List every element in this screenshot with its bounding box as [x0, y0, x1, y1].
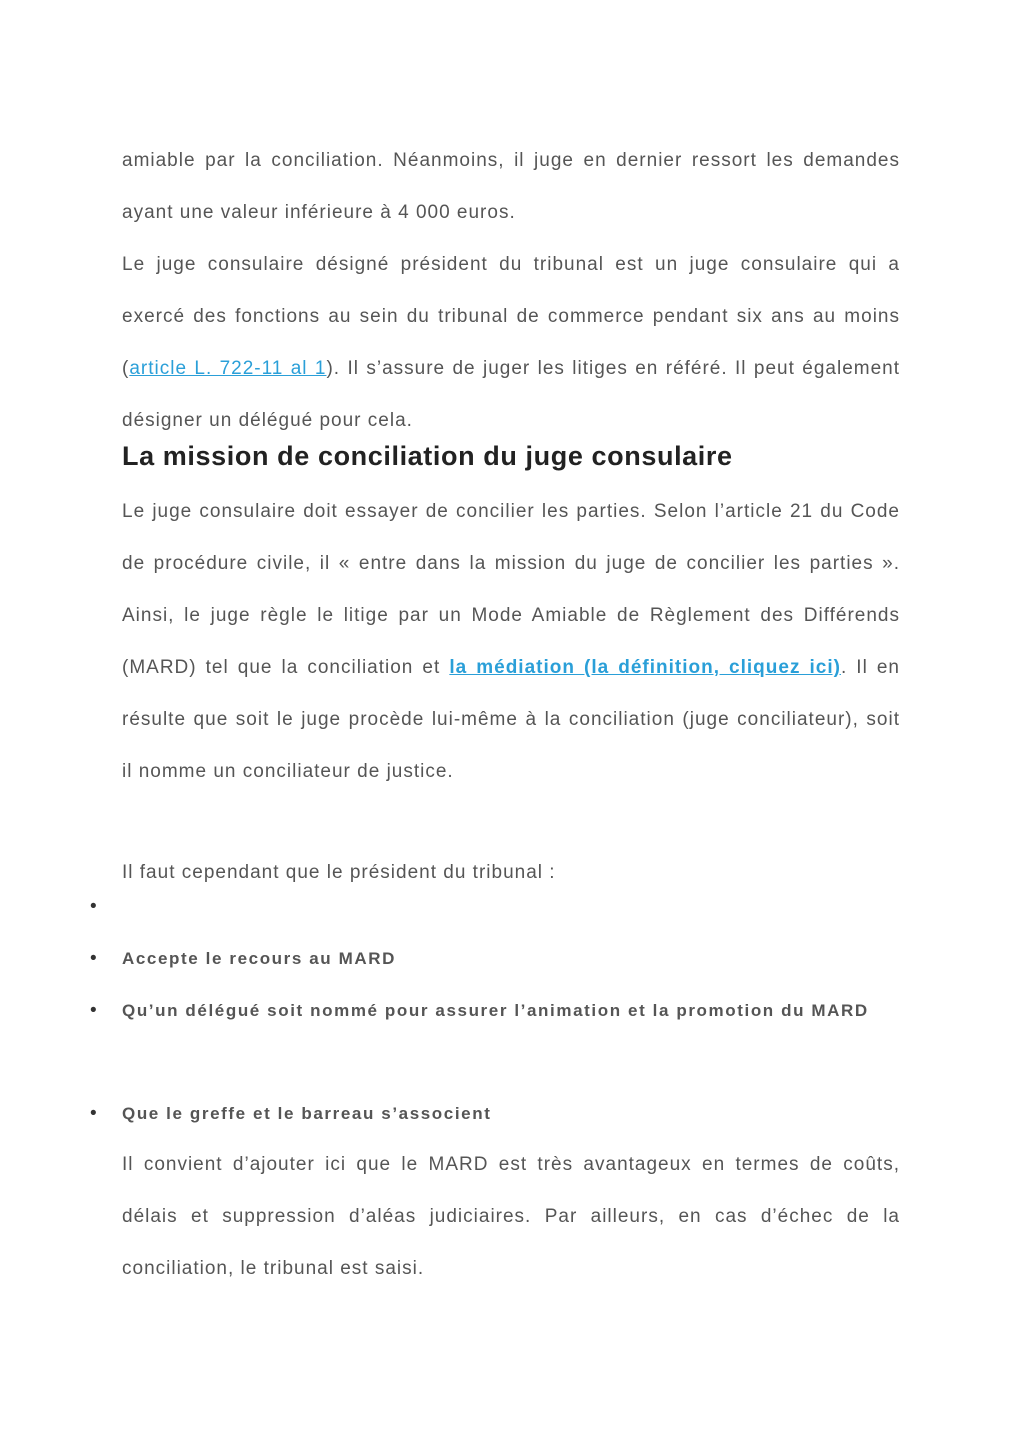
- section-paragraph-1: [122, 486, 900, 798]
- intro-paragraph-1: [122, 135, 900, 239]
- section-paragraph-1-text-end: . Il en résulte que soit le juge procède lui-même à la conciliation (juge conciliateur), soit il nomme un conciliateur de justice.: [122, 657, 900, 782]
- bullet-marker: •: [90, 1103, 97, 1124]
- section-paragraph-2-text: Il faut cependant que le président du tribunal :: [122, 862, 556, 883]
- intro-paragraph-2-text-start: Le juge consulaire désigné président du tribunal est un juge consulaire qui a exercé des fonctions au sein du tribunal de commerce pendant six ans au moins (: [122, 254, 900, 379]
- bullet-marker: •: [90, 948, 97, 969]
- section-paragraph-3-text: Il convient d’ajouter ici que le MARD est très avantageux en termes de coûts, délais et suppression d’aléas judiciaires. Par ailleurs, en cas d’échec de la conciliation, le tribunal est saisi.: [122, 1154, 900, 1279]
- intro-paragraph-2: [122, 239, 900, 447]
- section-paragraph-2: [122, 847, 900, 899]
- bullet-marker: •: [90, 1000, 97, 1021]
- intro-paragraph-1-text: amiable par la conciliation. Néanmoins, il juge en dernier ressort les demandes ayant une valeur inférieure à 4 000 euros.: [122, 150, 900, 223]
- section-paragraph-1-text-start: Le juge consulaire doit essayer de concilier les parties. Selon l’article 21 du Code de procédure civile, il « entre dans la mission du juge de concilier les parties ». Ainsi, le juge règle le litige par un Mode Amiable de Règlement des Différends (MARD) tel que la conciliation et: [122, 501, 900, 678]
- bullet-marker: •: [90, 896, 97, 917]
- section-heading: La mission de conciliation du juge consulaire: [122, 441, 733, 471]
- mediation-link[interactable]: la médiation (la définition, cliquez ici): [449, 657, 841, 678]
- article-link[interactable]: article L. 722-11 al 1: [129, 358, 327, 379]
- section-paragraph-3: [122, 1139, 900, 1295]
- list-item-text: Accepte le recours au MARD: [122, 949, 397, 968]
- intro-paragraph-2-text-end: ). Il s’assure de juger les litiges en référé. Il peut également désigner un délégué pour cela.: [122, 358, 900, 431]
- list-item-text: Que le greffe et le barreau s’associent: [122, 1104, 492, 1123]
- list-item-text: Qu’un délégué soit nommé pour assurer l’animation et la promotion du MARD: [122, 1001, 869, 1020]
